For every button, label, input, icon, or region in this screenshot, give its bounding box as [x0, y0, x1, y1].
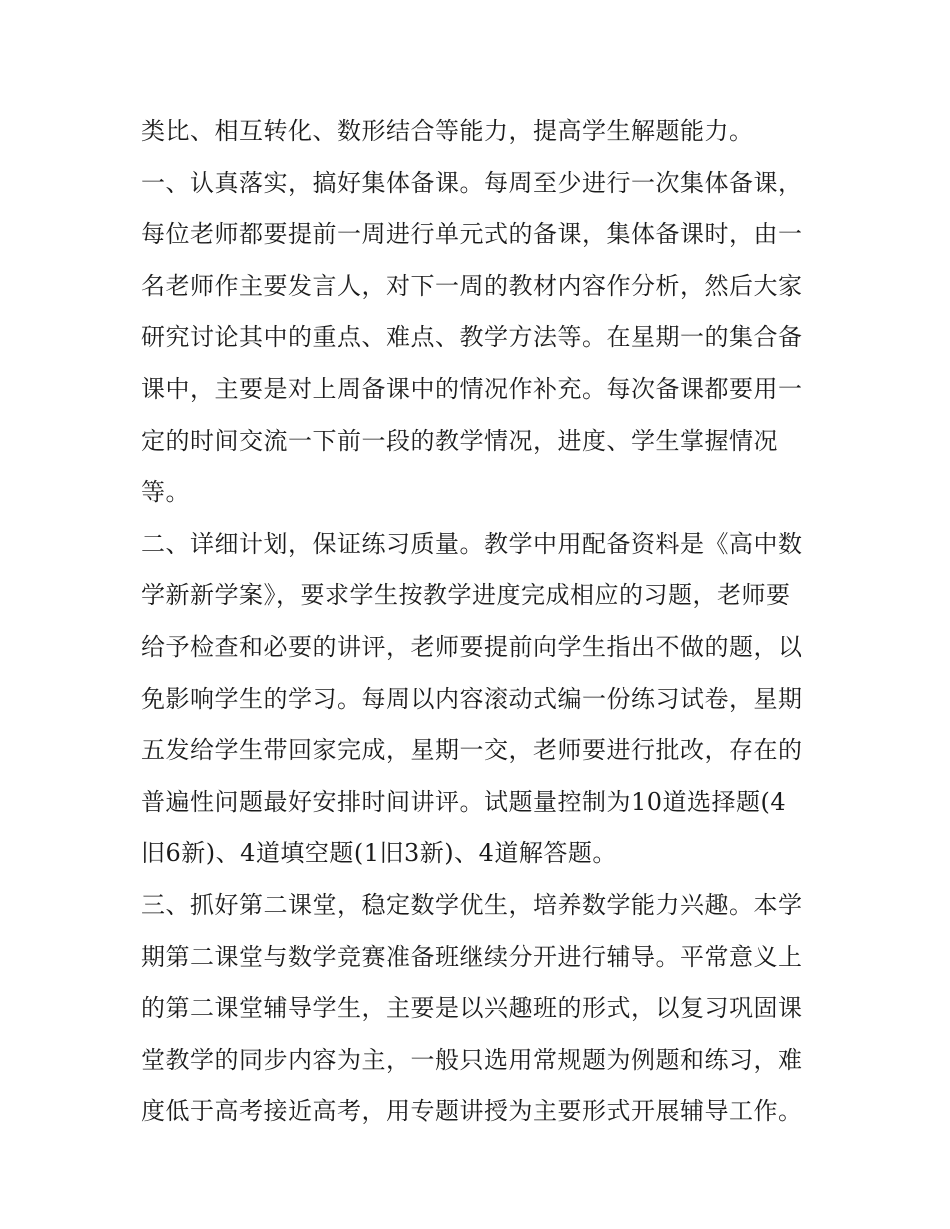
text-line: 旧6新)、4道填空题(1旧3新)、4道解答题。 — [141, 839, 617, 868]
text-line: 学新新学案》，要求学生按教学进度完成相应的习题，老师要 — [141, 581, 791, 610]
text-line: 免影响学生的学习。每周以内容滚动式编一份练习试卷，星期 — [141, 684, 803, 713]
text-line: 三、抓好第二课堂，稳定数学优生，培养数学能力兴趣。本学 — [141, 890, 803, 919]
text-line: 五发给学生带回家完成，星期一交，老师要进行批改，存在的 — [141, 736, 803, 765]
text-line: 的第二课堂辅导学生，主要是以兴趣班的形式，以复习巩固课 — [141, 994, 803, 1023]
text-line: 课中，主要是对上周备课中的情况作补充。每次备课都要用一 — [141, 374, 803, 403]
text-line: 普遍性问题最好安排时间讲评。试题量控制为10道选择题(4 — [141, 787, 787, 816]
text-line: 等。 — [141, 478, 190, 507]
text-line: 一、认真落实，搞好集体备课。每周至少进行一次集体备课， — [141, 168, 803, 197]
text-line: 堂教学的同步内容为主，一般只选用常规题为例题和练习，难 — [141, 1045, 803, 1074]
text-line: 名老师作主要发言人，对下一周的教材内容作分析，然后大家 — [141, 271, 803, 300]
text-line: 研究讨论其中的重点、难点、教学方法等。在星期一的集合备 — [141, 323, 803, 352]
body-text — [141, 106, 821, 1138]
text-line: 类比、相互转化、数形结合等能力，提高学生解题能力。 — [141, 117, 754, 145]
text-line: 定的时间交流一下前一段的教学情况，进度、学生掌握情况 — [141, 426, 778, 455]
text-line: 度低于高考接近高考，用专题讲授为主要形式开展辅导工作。 — [141, 1097, 803, 1126]
text-line: 二、详细计划，保证练习质量。教学中用配备资料是《高中数 — [141, 529, 803, 558]
text-line: 给予检查和必要的讲评，老师要提前向学生指出不做的题，以 — [141, 632, 803, 661]
text-line: 期第二课堂与数学竞赛准备班继续分开进行辅导。平常意义上 — [141, 942, 803, 971]
text-line: 每位老师都要提前一周进行单元式的备课，集体备课时，由一 — [141, 220, 803, 249]
